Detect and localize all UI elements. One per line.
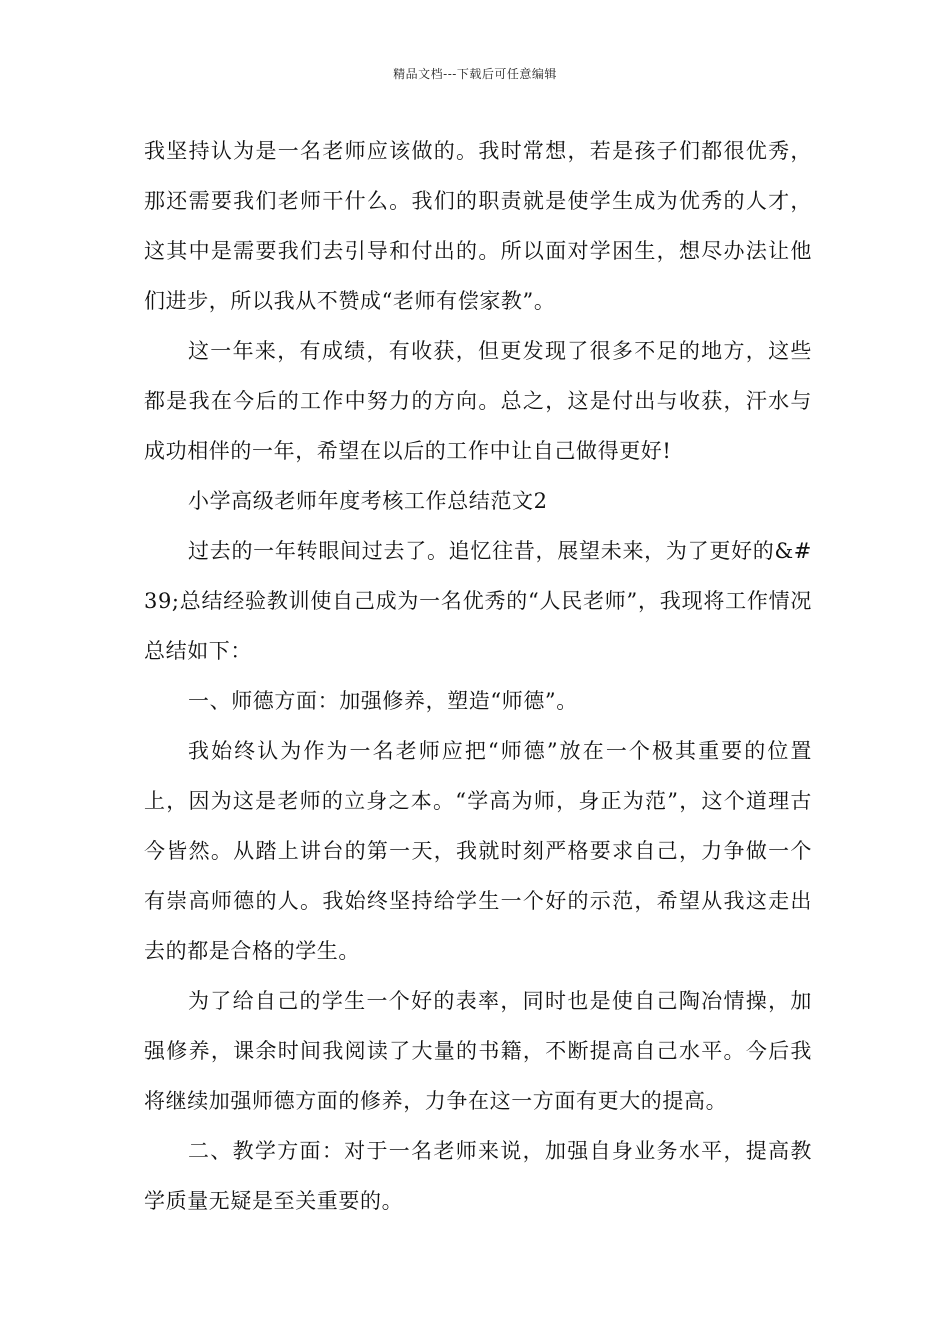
document-body [144, 126, 812, 1226]
paragraph-self-improvement: 为了给自己的学生一个好的表率，同时也是使自己陶冶情操，加强修养，课余时间我阅读了大量的书籍，不断提高自己水平。今后我将继续加强师德方面的修养，力争在这一方面有更大的提高。 [144, 989, 812, 1113]
heading-ethics: 一、师德方面：加强修养，塑造“师德”。 [188, 689, 578, 713]
page-header: 精品文档---下载后可任意编辑 [393, 67, 557, 81]
paragraph-intro: 过去的一年转眼间过去了。追忆往昔，展望未来，为了更好的&#39;总结经验教训使自己成为一名优秀的“人民老师”，我现将工作情况总结如下： [144, 539, 812, 663]
section-title: 小学高级老师年度考核工作总结范文2 [188, 489, 548, 513]
paragraph-ethics: 我始终认为作为一名老师应把“师德”放在一个极其重要的位置上，因为这是老师的立身之本。“学高为师，身正为范”，这个道理古今皆然。从踏上讲台的第一天，我就时刻严格要求自己，力争做一个有崇高师德的人。我始终坚持给学生一个好的示范，希望从我这走出去的都是合格的学生。 [144, 739, 812, 963]
paragraph-summary: 这一年来，有成绩，有收获，但更发现了很多不足的地方，这些都是我在今后的工作中努力的方向。总之，这是付出与收获，汗水与成功相伴的一年，希望在以后的工作中让自己做得更好! [144, 339, 812, 463]
paragraph-continuation: 我坚持认为是一名老师应该做的。我时常想，若是孩子们都很优秀，那还需要我们老师干什么。我们的职责就是使学生成为优秀的人才，这其中是需要我们去引导和付出的。所以面对学困生，想尽办法让他们进步，所以我从不赞成“老师有偿家教”。 [144, 139, 812, 313]
heading-teaching: 二、教学方面：对于一名老师来说，加强自身业务水平，提高教学质量无疑是至关重要的。 [144, 1139, 812, 1213]
